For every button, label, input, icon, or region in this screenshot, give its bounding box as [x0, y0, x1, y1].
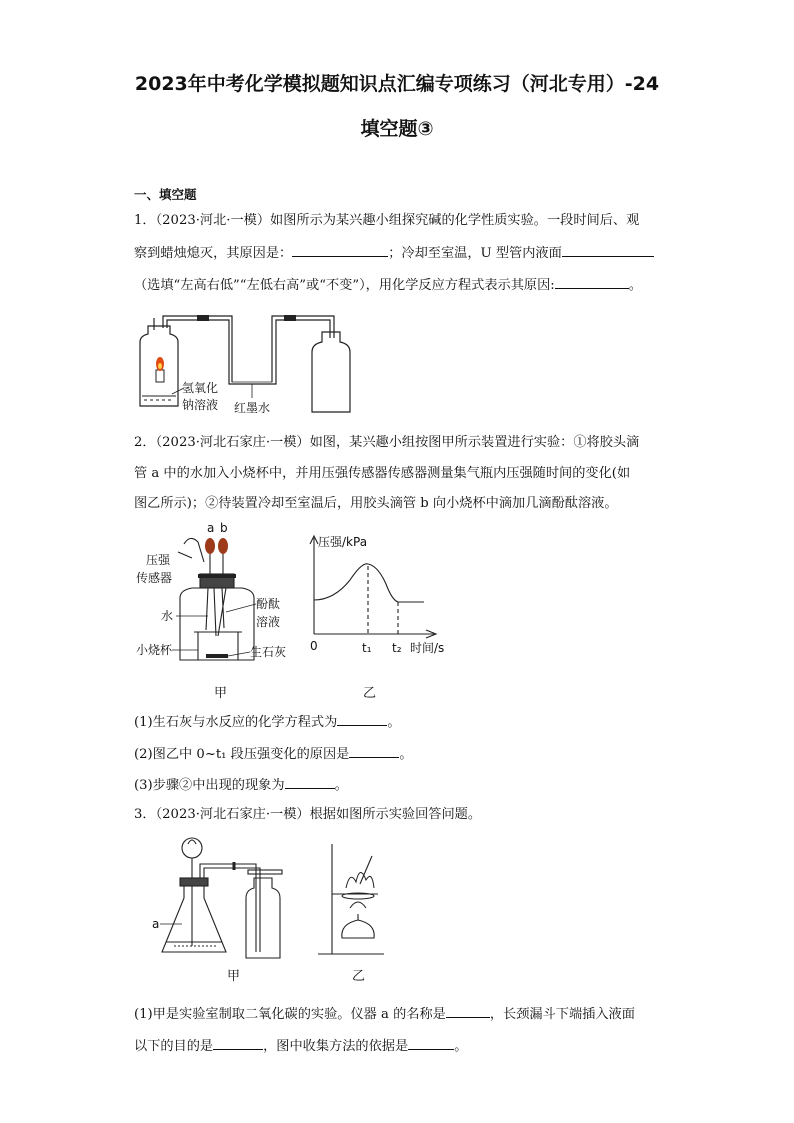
q3-blank-1[interactable]: [446, 1004, 490, 1018]
tube-connector-icon: [197, 315, 209, 321]
q2-sub-2: [134, 744, 413, 764]
q1-label-ink: 红墨水: [234, 401, 271, 415]
q2-sub-3-end: 。: [334, 778, 348, 793]
q1-figure: [134, 312, 364, 420]
q3-text-5: 。: [454, 1039, 468, 1054]
q3-caption-a: 甲: [227, 969, 241, 984]
q3-figure: [146, 834, 426, 964]
page-subtitle: 填空题③: [360, 118, 434, 140]
q2-sub-2-end: 。: [399, 747, 413, 762]
beaker-label: 小烧杯: [136, 643, 173, 657]
q2-blank-1[interactable]: [337, 712, 387, 726]
q3-text-4: ，图中收集方法的依据是: [263, 1039, 409, 1054]
q1-blank-1[interactable]: [292, 243, 388, 257]
chart-t2: t₂: [392, 641, 402, 655]
q3-blank-3[interactable]: [408, 1036, 454, 1050]
q3-blank-2[interactable]: [213, 1036, 263, 1050]
q3-line-1: 3．（2023·河北石家庄·一模）根据如图所示实验回答问题。: [134, 807, 482, 822]
q2-caption-a: 甲: [214, 686, 228, 701]
q3-text-1: (1)甲是实验室制取二氧化碳的实验。仪器 a 的名称是: [134, 1007, 446, 1022]
q3-label-a: a: [152, 917, 160, 931]
q1-text-2a: 察到蜡烛熄灭，其原因是：: [134, 246, 293, 261]
q1-label-naoh-1: 氢氧化: [182, 381, 219, 395]
dropper-bulb-icon: [205, 538, 215, 554]
chart-origin: 0: [310, 639, 318, 653]
q2-blank-3[interactable]: [285, 775, 335, 789]
q1-line-1: 1．（2023·河北·一模）如图所示为某兴趣小组探究碱的化学性质实验。一段时间后、观: [134, 213, 640, 228]
page-title: 2023年中考化学模拟题知识点汇编专项练习（河北专用）-24: [134, 73, 660, 95]
q1-line-2: [134, 243, 654, 263]
q2-sub-3-text: (3)步骤②中出现的现象为: [134, 778, 285, 793]
q2-figure-a: [134, 518, 300, 668]
q3-text-3: 以下的目的是: [134, 1039, 214, 1054]
q2-sub-3: [134, 775, 348, 795]
dropper-bulb-icon: [218, 538, 228, 554]
q2-caption-b: 乙: [363, 686, 377, 701]
q3-sub-1-line-2: [134, 1036, 467, 1056]
dropper-b-label: b: [220, 521, 228, 535]
quicklime-icon: [206, 654, 228, 658]
sensor-label-1: 压强: [146, 553, 171, 567]
phenol-label-1: 酚酞: [256, 597, 281, 611]
chart-t1: t₁: [362, 641, 372, 655]
q3-sub-1-line-1: [134, 1004, 635, 1024]
q1-text-3a: （选填“左高右低”“左低右高”或“不变”），用化学反应方程式表示其原因:: [134, 278, 555, 293]
q2-line-1: 2．（2023·河北石家庄·一模）如图，某兴趣小组按图甲所示装置进行实验：①将胶头滴: [134, 435, 640, 450]
chart-xlabel: 时间/s: [410, 641, 445, 655]
q2-sub-2-text: (2)图乙中 0~t₁ 段压强变化的原因是: [134, 747, 350, 762]
q2-line-2: 管 a 中的水加入小烧杯中，并用压强传感器传感器测量集气瓶内压强随时间的变化(如: [134, 466, 631, 481]
tube-connector-icon: [284, 315, 296, 321]
q1-label-naoh-2: 钠溶液: [182, 398, 219, 412]
q3-text-2: ，长颈漏斗下端插入液面: [489, 1007, 635, 1022]
q2-blank-2[interactable]: [349, 744, 399, 758]
candle-icon: [156, 370, 164, 382]
q1-line-3: [134, 275, 642, 295]
section-heading: 一、填空题: [134, 187, 197, 202]
q3-caption-b: 乙: [352, 969, 366, 984]
q2-sub-1-end: 。: [387, 715, 401, 730]
q2-sub-1-text: (1)生石灰与水反应的化学方程式为: [134, 715, 338, 730]
q1-text-3b: 。: [628, 278, 642, 293]
dropper-a-label: a: [207, 521, 215, 535]
phenol-label-2: 溶液: [256, 615, 281, 629]
q2-figure-b: [306, 530, 456, 660]
q1-blank-3[interactable]: [555, 275, 629, 289]
q1-blank-2[interactable]: [562, 243, 654, 257]
q1-text-2b: ；冷却至室温，U 型管内液面: [388, 246, 562, 261]
q2-line-3: 图乙所示)；②待装置冷却至室温后，用胶头滴管 b 向小烧杯中滴加几滴酚酞溶液。: [134, 496, 618, 511]
chart-ylabel: 压强/kPa: [318, 535, 368, 549]
lime-label: 生石灰: [250, 645, 287, 659]
q2-sub-1: [134, 712, 401, 732]
water-label: 水: [161, 609, 174, 623]
sensor-label-2: 传感器: [136, 571, 173, 585]
